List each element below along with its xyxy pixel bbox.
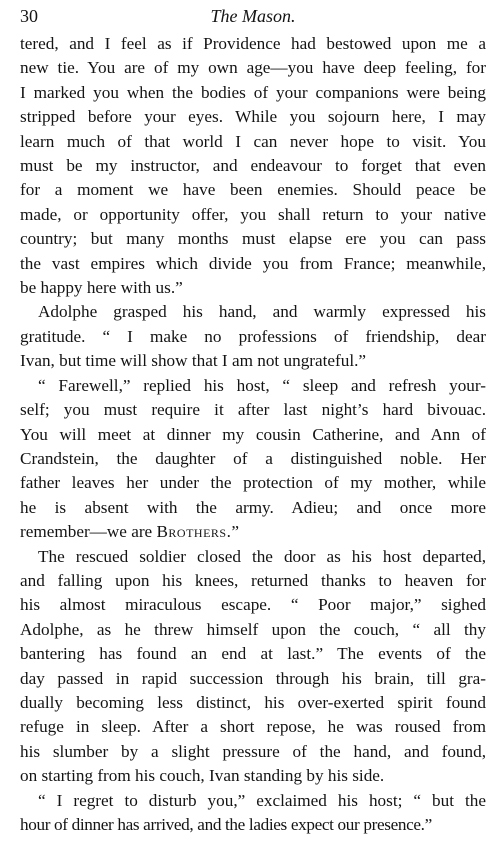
text-line: Adolphe, as he threw himself upon the couch, “ all thy	[20, 619, 486, 639]
text-line: Ivan, but time will show that I am not ungrateful.”	[20, 351, 367, 371]
text-line: tered, and I feel as if Providence had bestowed upon me a	[20, 34, 486, 53]
text-line: he is absent with the army. Adieu; and once more	[20, 497, 486, 517]
text-line: learn much of that world I can never hope to visit. You	[20, 131, 486, 151]
text-line: his almost miraculous escape. “ Poor major,” sighed	[20, 595, 486, 615]
body-text	[20, 32, 486, 837]
text-line: I marked you when the bodies of your companions were being	[20, 82, 486, 102]
text-line: his slumber by a slight pressure of the hand, and found,	[20, 741, 486, 761]
text-line: stripped before your eyes. While you sojourn here, I may	[20, 107, 486, 127]
text-line: Crandstein, the daughter of a distinguished noble. Her	[20, 448, 486, 468]
text-line: father leaves her under the protection of my mother, while	[20, 473, 486, 493]
text-line: country; but many months must elapse ere you can pass	[20, 229, 486, 249]
text-line: hour of dinner has arrived, and the ladies expect our presence.”	[20, 815, 432, 834]
text-line: dually becoming less distinct, his over-exerted spirit found	[20, 692, 486, 712]
text-line: must be my instructor, and endeavour to forget that even	[20, 156, 486, 176]
running-head	[20, 4, 486, 28]
text-line: be happy here with us.”	[20, 278, 183, 298]
running-title: The Mason.	[210, 6, 296, 26]
emphasis-brothers: Brothers.”	[156, 522, 240, 542]
text-line: refuge in sleep. After a short repose, he was roused from	[20, 717, 486, 737]
text-line: made, or opportunity offer, you shall return to your native	[20, 204, 486, 224]
text-line: for a moment we have been enemies. Should peace be	[20, 180, 486, 200]
text-line: self; you must require it after last night’s hard bivouac.	[20, 400, 486, 420]
text-line: new tie. You are of my own age—you have deep feeling, for	[20, 58, 486, 78]
text-line: The rescued soldier closed the door as his host departed,	[38, 546, 486, 566]
text-line: “ Farewell,” replied his host, “ sleep and refresh your-	[38, 375, 486, 395]
text-line: Adolphe grasped his hand, and warmly expressed his	[38, 302, 486, 322]
text-line: day passed in rapid succession through his brain, till gra-	[20, 668, 486, 688]
text-line: You will meet at dinner my cousin Catherine, and Ann of	[20, 424, 486, 444]
text-line: and falling upon his knees, returned thanks to heaven for	[20, 570, 486, 590]
text-line: gratitude. “ I make no professions of friendship, dear	[20, 326, 486, 346]
text-line	[20, 520, 486, 544]
text-line: “ I regret to disturb you,” exclaimed his host; “ but the	[38, 790, 486, 810]
text-line: the vast empires which divide you from France; meanwhile,	[20, 253, 486, 273]
text-line-run: remember—we are	[20, 522, 157, 542]
text-line: bantering has found an end at last.” The events of the	[20, 644, 486, 664]
text-line: on starting from his couch, Ivan standing by his side.	[20, 766, 385, 786]
page-number: 30	[20, 6, 38, 26]
